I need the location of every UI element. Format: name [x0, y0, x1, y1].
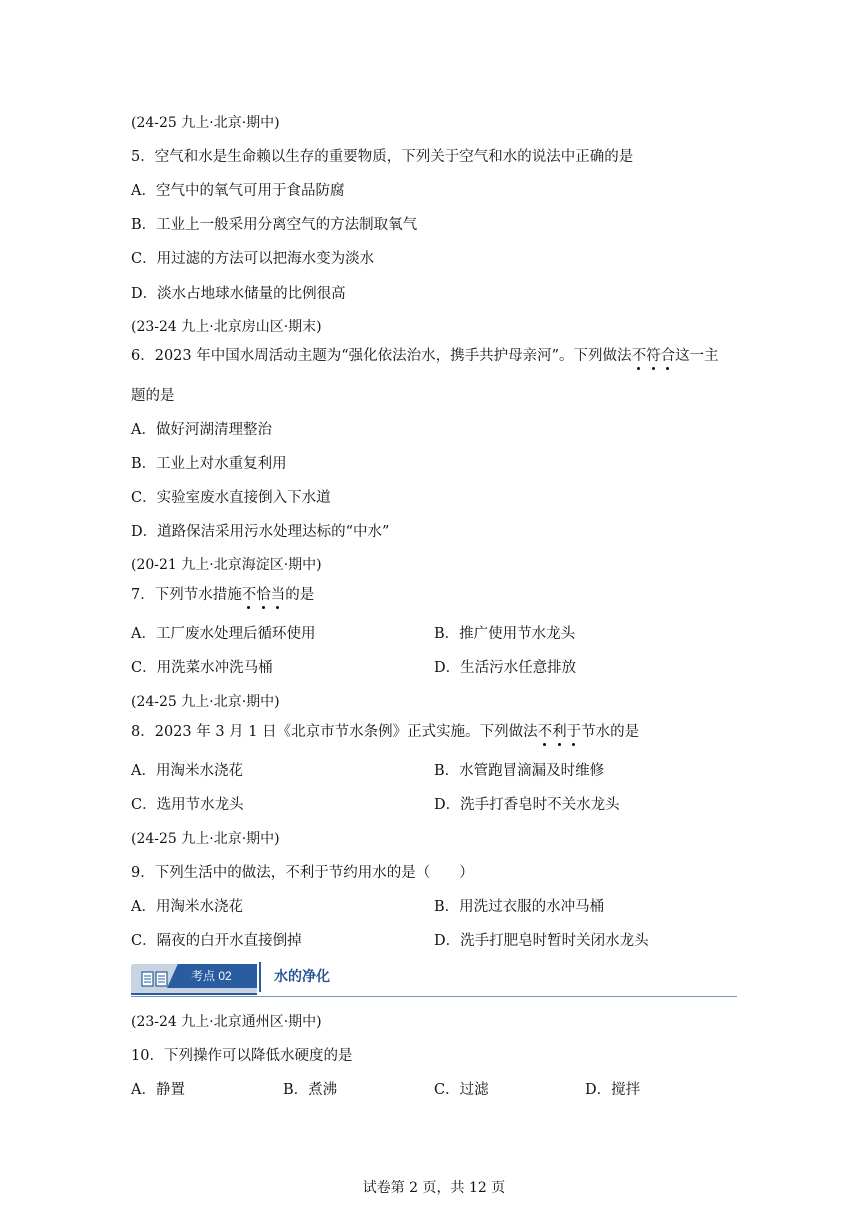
- q5-stem: 5．空气和水是生命赖以生存的重要物质，下列关于空气和水的说法中正确的是: [131, 149, 634, 165]
- q10-stem: 10．下列操作可以降低水硬度的是: [131, 1048, 353, 1064]
- q8-source: (24-25 九上·北京·期中): [131, 694, 280, 710]
- q6-option-c: C．实验室废水直接倒入下水道: [131, 490, 331, 506]
- page-footer: 试卷第 2 页，共 12 页: [362, 1180, 506, 1196]
- q6-source: (23-24 九上·北京房山区·期末): [131, 319, 322, 335]
- q6-option-b: B．工业上对水重复利用: [131, 456, 287, 472]
- q5-option-a: A．空气中的氧气可用于食品防腐: [131, 183, 345, 199]
- section-header: [131, 962, 737, 998]
- q9-option-d: D．洗手打肥皂时暂时关闭水龙头: [434, 933, 649, 949]
- emphasis-char: 不: [631, 348, 647, 364]
- emphasis-char: 不: [241, 587, 257, 603]
- q8-option-d: D．洗手打香皂时不关水龙头: [434, 797, 620, 813]
- q5-option-b: B．工业上一般采用分离空气的方法制取氧气: [131, 217, 418, 233]
- q8-option-b: B．水管跑冒滴漏及时维修: [434, 763, 605, 779]
- emphasis-char: 不: [537, 724, 553, 740]
- q7-option-c: C．用洗菜水冲洗马桶: [131, 660, 273, 676]
- q9-option-b: B．用洗过衣服的水冲马桶: [434, 899, 605, 915]
- section-divider: [259, 962, 261, 992]
- q6-option-a: A．做好河湖清理整治: [131, 422, 272, 438]
- q6-stem: 6．2023 年中国水周活动主题为“强化依法治水，携手共护母亲河”。下列做法不符合这一主: [131, 348, 719, 364]
- emphasis-char: 于: [566, 724, 582, 740]
- q5-option-d: D．淡水占地球水储量的比例很高: [131, 286, 346, 302]
- q7-stem: 7．下列节水措施不恰当的是: [131, 587, 315, 603]
- q9-stem: 9．下列生活中的做法，不利于节约用水的是（ ）: [131, 865, 474, 881]
- section-rule: [131, 996, 737, 997]
- q10-option-d: D．搅拌: [585, 1082, 641, 1098]
- q7-option-d: D．生活污水任意排放: [434, 660, 577, 676]
- q7-source: (20-21 九上·北京海淀区·期中): [131, 557, 322, 573]
- book-icon: [141, 971, 169, 987]
- q5-source: (24-25 九上·北京·期中): [131, 115, 280, 131]
- q10-option-c: C．过滤: [434, 1082, 489, 1098]
- q6-option-d: D．道路保洁采用污水处理达标的“中水”: [131, 524, 390, 540]
- section-underline: [131, 993, 257, 995]
- emphasis-char: 恰: [256, 587, 271, 603]
- q9-option-c: C．隔夜的白开水直接倒掉: [131, 933, 302, 949]
- q10-option-b: B．煮沸: [283, 1082, 338, 1098]
- q6-stem-line2: 题的是: [131, 388, 175, 404]
- q10-option-a: A．静置: [131, 1082, 185, 1098]
- emphasis-char: 利: [552, 724, 567, 740]
- emphasis-char: 符: [646, 348, 661, 364]
- q8-stem: 8．2023 年 3 月 1 日《北京市节水条例》正式实施。下列做法不利于节水的是: [131, 724, 640, 740]
- q9-option-a: A．用淘米水浇花: [131, 899, 243, 915]
- emphasis-char: 当: [270, 587, 286, 603]
- q8-option-c: C．选用节水龙头: [131, 797, 244, 813]
- section-label: 考点 02: [191, 969, 232, 983]
- emphasis-char: 合: [660, 348, 676, 364]
- section-title: 水的净化: [274, 969, 330, 985]
- q10-source: (23-24 九上·北京通州区·期中): [131, 1014, 322, 1030]
- q8-option-a: A．用淘米水浇花: [131, 763, 243, 779]
- q5-option-c: C．用过滤的方法可以把海水变为淡水: [131, 251, 375, 267]
- q7-option-a: A．工厂废水处理后循环使用: [131, 626, 316, 642]
- q7-option-b: B．推广使用节水龙头: [434, 626, 576, 642]
- q9-source: (24-25 九上·北京·期中): [131, 831, 280, 847]
